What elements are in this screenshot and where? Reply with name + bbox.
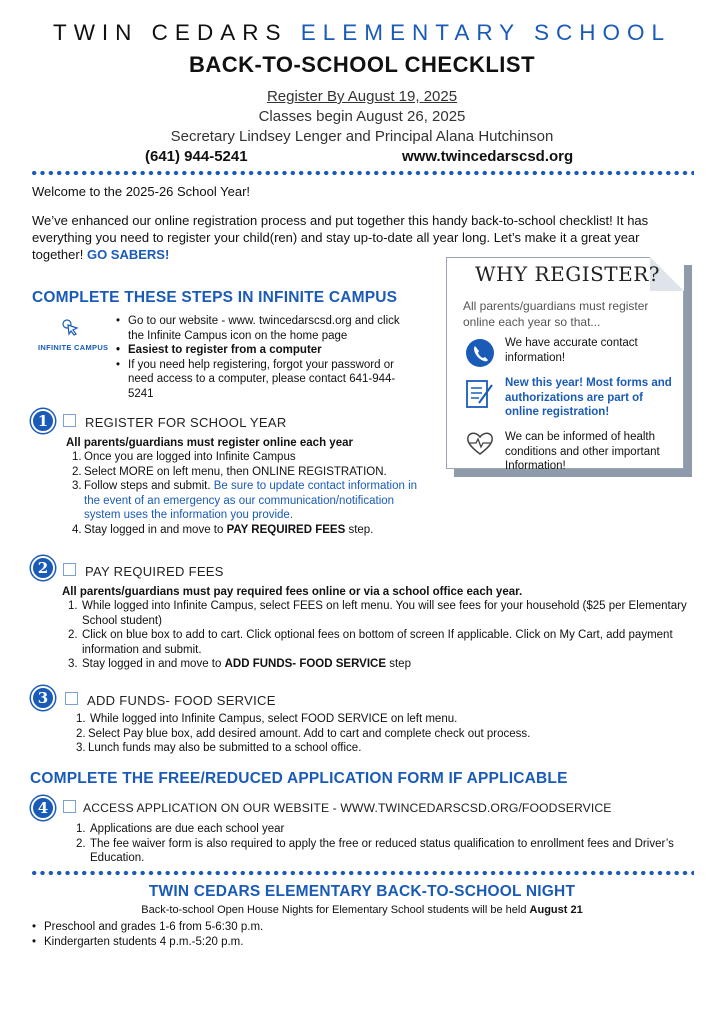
step-3-title: ADD FUNDS- FOOD SERVICE: [87, 693, 276, 708]
step-2-list: [68, 599, 688, 672]
step-2-title: PAY REQUIRED FEES: [85, 564, 224, 579]
section-free-reduced-heading: COMPLETE THE FREE/REDUCED APPLICATION FORM IF APPLICABLE: [30, 770, 568, 787]
back-to-school-night-heading: TWIN CEDARS ELEMENTARY BACK-TO-SCHOOL NIGHT: [148, 883, 576, 900]
list-item: 1. Once you are logged into Infinite Campus: [72, 451, 296, 463]
list-item: 1. Applications are due each school year: [76, 823, 285, 835]
section-infinite-campus-heading: COMPLETE THESE STEPS IN INFINITE CAMPUS: [32, 289, 398, 306]
why-item-1: We have accurate contact information!: [505, 337, 638, 364]
list-item: 2. Select Pay blue box, add desired amount. Add to cart and complete check out process.: [76, 727, 531, 740]
card-body: [446, 257, 684, 472]
list-item: 3. Follow steps and submit. Be sure to update contact information in the event of an emergency as our communication/notification system uses the information you provide.: [72, 480, 418, 521]
list-item: • Easiest to register from a computer: [114, 343, 404, 358]
school-name: [0, 20, 724, 46]
heart-icon: [465, 428, 495, 458]
step-2-badge: 2: [31, 556, 55, 580]
infinite-campus-logo[interactable]: INFINITE CAMPUS: [38, 343, 109, 352]
classes-begin: Classes begin August 26, 2025: [258, 108, 466, 125]
go-sabers: GO SABERS!: [86, 247, 170, 262]
divider-bottom: [30, 870, 694, 876]
school-name-part2: ELEMENTARY SCHOOL: [300, 20, 672, 45]
step-1-list: [72, 450, 427, 537]
intro-paragraph: [32, 212, 682, 263]
staff-names: Secretary Lindsey Lenger and Principal Alana Hutchinson: [170, 128, 554, 145]
infinite-campus-bullets: [114, 314, 404, 401]
step-3-badge: 3: [31, 686, 55, 710]
form-icon: [465, 378, 495, 410]
list-item: 1. While logged into Infinite Campus, select FOOD SERVICE on left menu.: [76, 713, 458, 725]
step-4-title: ACCESS APPLICATION ON OUR WEBSITE - WWW.TWINCEDARSCSD.ORG/FOODSERVICE: [83, 801, 612, 815]
school-name-part1: TWIN CEDARS: [52, 20, 288, 45]
list-item: 3. Lunch funds may also be submitted to a school office.: [76, 742, 362, 754]
divider-top: [30, 170, 694, 176]
step-2-checkbox[interactable]: [63, 563, 76, 576]
list-item: 2. Select MORE on left menu, then ONLINE REGISTRATION.: [72, 465, 387, 478]
list-item: 1. While logged into Infinite Campus, select FEES on left menu. You will see fees for your household ($25 per Elementary School student): [68, 600, 687, 627]
step-1-checkbox[interactable]: [63, 414, 76, 427]
list-item: • If you need help registering, forgot your password or need access to a computer, please contact 641-944-5241: [114, 358, 404, 402]
step-4-badge: 4: [31, 796, 55, 820]
list-item: • Kindergarten students 4 p.m.-5:20 p.m.: [30, 935, 430, 950]
phone-number: (641) 944-5241: [145, 148, 248, 165]
website-link[interactable]: www.twincedarscsd.org: [402, 148, 574, 165]
step-1-title: REGISTER FOR SCHOOL YEAR: [85, 415, 287, 430]
welcome-text: Welcome to the 2025-26 School Year!: [32, 184, 251, 199]
list-item: • Go to our website - www. twincedarscsd.org and click the Infinite Campus icon on the home page: [114, 314, 404, 343]
open-house-lead: Back-to-school Open House Nights for Elementary School students will be held August 21: [141, 904, 583, 916]
phone-icon: [465, 338, 495, 368]
step-3-checkbox[interactable]: [65, 692, 78, 705]
cursor-icon: [60, 317, 80, 337]
why-item-2: New this year! Most forms and authorizations are part of online registration!: [505, 377, 672, 418]
step-4-list: [76, 822, 686, 866]
why-title: WHY REGISTER?: [475, 262, 661, 286]
open-house-bullets: [30, 920, 430, 949]
why-subtitle: All parents/guardians must register online each year so that...: [463, 299, 649, 329]
step-2-lead: All parents/guardians must pay required fees online or via a school office each year.: [62, 586, 523, 598]
list-item: 4. Stay logged in and move to PAY REQUIRED FEES step.: [72, 523, 374, 536]
intro-body: We’ve enhanced our online registration process and put together this handy back-to-school checklist! It has everything you need to register your child(ren) and stay up-to-date all year long. Let’s make it a great year together!: [32, 213, 649, 262]
step-1-lead: All parents/guardians must register online each year: [66, 437, 353, 449]
page-title: BACK-TO-SCHOOL CHECKLIST: [188, 52, 536, 77]
register-by: Register By August 19, 2025: [266, 88, 458, 105]
step-1-badge: 1: [31, 409, 55, 433]
list-item: 3. Stay logged in and move to ADD FUNDS- FOOD SERVICE step: [68, 658, 411, 670]
list-item: • Preschool and grades 1-6 from 5-6:30 p.m.: [30, 920, 430, 935]
list-item: 2. Click on blue box to add to cart. Click optional fees on bottom of screen If applicable. Click on My Cart, add payment information and submit.: [68, 629, 673, 656]
why-item-3: We can be informed of health conditions and other important Information!: [505, 431, 660, 472]
step-3-list: [76, 712, 676, 756]
list-item: 2. The fee waiver form is also required to apply the free or reduced status qualification to enrollment fees and Driver’s Education.: [76, 837, 674, 864]
step-4-checkbox[interactable]: [63, 800, 76, 813]
why-register-card: [446, 257, 692, 477]
